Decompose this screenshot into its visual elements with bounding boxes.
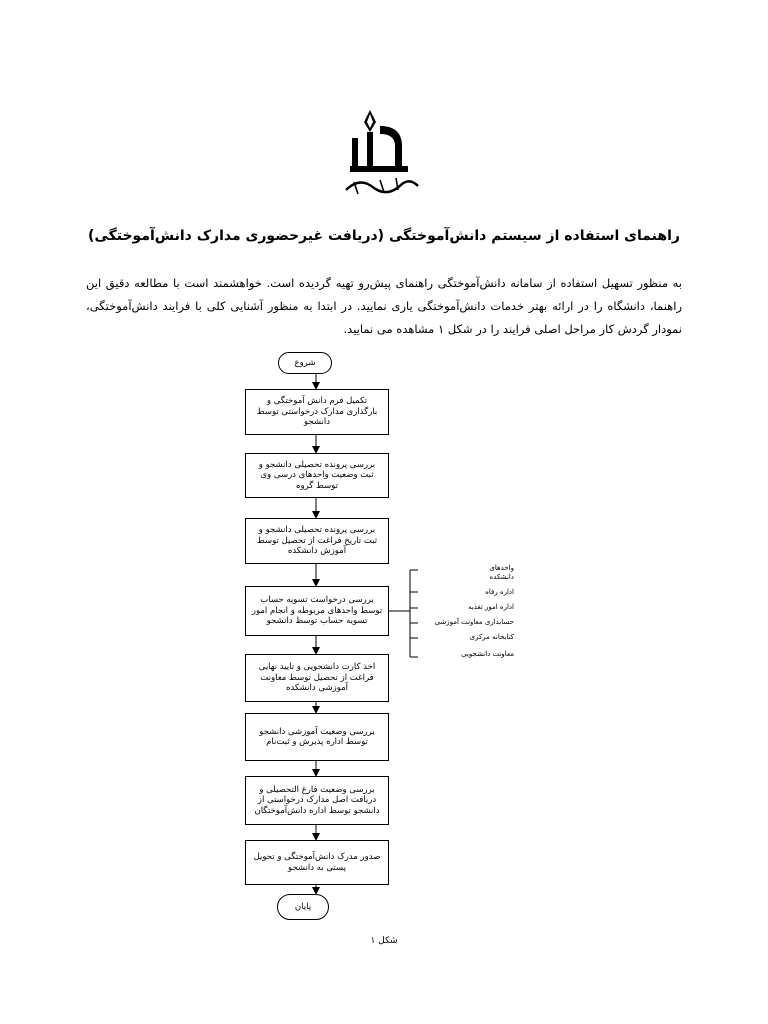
unit-student-affairs: معاونت دانشجویی: [461, 650, 514, 658]
flow-step-8: صدور مدرک دانش‌آموختگی و تحویل پستی به دانشجو: [245, 840, 389, 885]
flow-step-4: بررسی درخواست تسویه حساب توسط واحدهای مربوطه و انجام امور تسویه حساب توسط دانشجو: [245, 586, 389, 636]
flow-start: شروع: [278, 352, 332, 374]
unit-nutrition: اداره امور تغذیه: [468, 603, 514, 611]
unit-library: کتابخانه مرکزی: [469, 633, 514, 641]
flow-step-2: بررسی پرونده تحصیلی دانشجو و ثبت وضعیت واحدهای درسی وی توسط گروه: [245, 453, 389, 498]
page-title: راهنمای استفاده از سیستم دانش‌آموختگی (دریافت غیرحضوری مدارک دانش‌آموختگی): [88, 228, 680, 244]
flow-end: پایان: [277, 894, 329, 920]
flow-step-5: اخذ کارت دانشجویی و تایید نهایی فراغت از تحصیل توسط معاونت آموزشی دانشکده: [245, 654, 389, 702]
flow-step-6: بررسی وضعیت آموزشی دانشجو توسط اداره پذیرش و ثبت‌نام: [245, 713, 389, 761]
unit-welfare: اداره رفاه: [485, 588, 514, 596]
intro-paragraph: به منظور تسهیل استفاده از سامانه دانش‌آموختگی راهنمای پیش‌رو تهیه گردیده است. خواهشمند است با مطالعه دقیق این راهنما، دانشگاه را در ارائه بهتر خدمات دانش‌آموختگی یاری نمایید. در ابتدا به منظور آشنایی کلی با فرایند دانش‌آموختگی، نمودار گردش کار مراحل اصلی فرایند را در شکل ۱ مشاهده می نمایید.: [86, 276, 682, 336]
flow-step-3: بررسی پرونده تحصیلی دانشجو و ثبت تاریخ فراغت از تحصیل توسط آموزش دانشکده: [245, 518, 389, 564]
unit-faculty: واحدهای دانشکده: [489, 564, 514, 581]
figure-caption: شکل ۱: [370, 936, 398, 946]
flow-step-1: تکمیل فرم دانش آموختگی و بارگذاری مدارک درخواستی توسط دانشجو: [245, 389, 389, 435]
flow-step-7: بررسی وضعیت فارغ التحصیلی و دریافت اصل مدارک درخواستی از دانشجو توسط اداره دانش‌آموختگان: [245, 776, 389, 825]
unit-accounting: حسابداری معاونت آموزشی: [434, 618, 514, 626]
